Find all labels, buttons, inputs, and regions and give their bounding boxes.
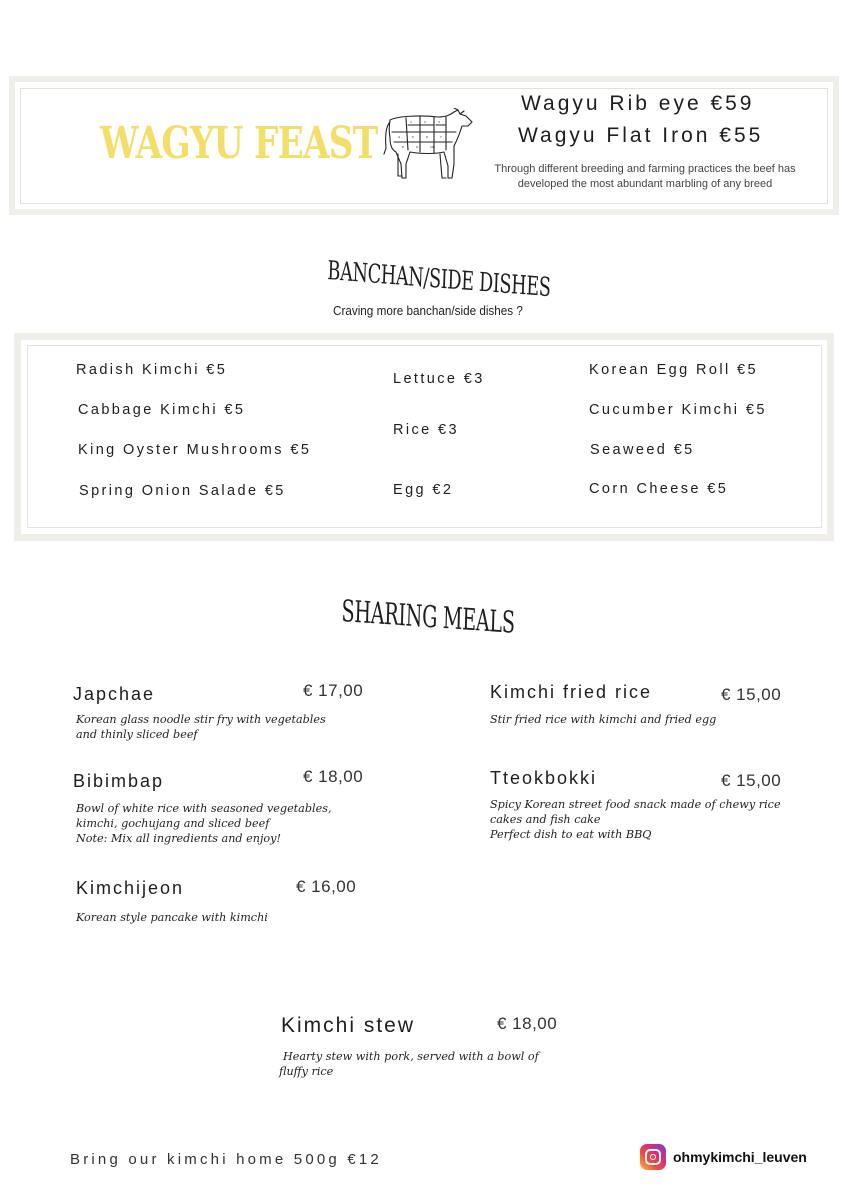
svg-text:2: 2 — [424, 120, 426, 124]
meal-price: € 17,00 — [303, 681, 364, 700]
cow-cuts-icon — [380, 108, 476, 182]
wagyu-description: Through different breeding and farming practices the beef has developed the most abundant marbling of any breed — [494, 163, 796, 190]
banchan-item: Cabbage Kimchi €5 — [78, 402, 246, 418]
meal-name: Tteokbokki — [490, 768, 598, 788]
meal-price: € 18,00 — [303, 767, 364, 786]
svg-text:4: 4 — [398, 135, 400, 139]
meal-name: Kimchijeon — [76, 878, 185, 898]
meal-price: € 15,00 — [721, 771, 782, 790]
svg-text:6: 6 — [426, 135, 428, 139]
sharing-meals-section-title: SHARING MEALS — [341, 594, 516, 641]
banchan-item: Seaweed €5 — [590, 442, 695, 458]
wagyu-feast-title: WAGYU FEAST — [100, 118, 378, 169]
svg-text:8: 8 — [402, 145, 404, 149]
banchan-item: Lettuce €3 — [393, 371, 485, 387]
wagyu-rib-eye-price: Wagyu Rib eye €59 — [521, 92, 755, 115]
meal-name: Bibimbap — [73, 771, 165, 791]
meal-description: Bowl of white rice with seasoned vegetables, kimchi, gochujang and sliced beef Note: Mix all ingredients and enjoy! — [76, 802, 332, 845]
svg-text:3: 3 — [438, 120, 440, 124]
banchan-item: Rice €3 — [393, 422, 459, 438]
meal-description: Korean style pancake with kimchi — [76, 911, 268, 924]
instagram-handle[interactable]: ohmykimchi_leuven — [673, 1149, 807, 1165]
meal-price: € 18,00 — [497, 1014, 558, 1033]
svg-text:1: 1 — [410, 120, 412, 124]
meal-description: Korean glass noodle stir fry with vegetables and thinly sliced beef — [76, 713, 326, 741]
meal-description: Hearty stew with pork, served with a bowl of fluffy rice — [279, 1050, 539, 1078]
svg-text:10: 10 — [430, 145, 434, 149]
meal-description: Spicy Korean street food snack made of chewy rice cakes and fish cake Perfect dish to eat with BBQ — [490, 798, 781, 841]
svg-text:5: 5 — [412, 135, 414, 139]
banchan-item: Cucumber Kimchi €5 — [589, 402, 767, 418]
svg-text:9: 9 — [416, 145, 418, 149]
banchan-item: Radish Kimchi €5 — [76, 362, 228, 378]
banchan-item: Korean Egg Roll €5 — [589, 362, 758, 378]
banchan-item: Spring Onion Salade €5 — [79, 483, 286, 499]
banchan-item: King Oyster Mushrooms €5 — [78, 442, 312, 458]
meal-name: Kimchi fried rice — [490, 682, 653, 702]
take-home-kimchi-offer: Bring our kimchi home 500g €12 — [70, 1151, 382, 1168]
meal-description: Stir fried rice with kimchi and fried egg — [490, 713, 717, 726]
banchan-item: Corn Cheese €5 — [589, 481, 729, 497]
banchan-section-title: BANCHAN/SIDE DISHES — [326, 256, 552, 304]
banchan-item: Egg €2 — [393, 482, 454, 498]
instagram-icon[interactable] — [640, 1144, 666, 1170]
svg-text:7: 7 — [440, 135, 442, 139]
meal-price: € 16,00 — [296, 877, 357, 896]
meal-price: € 15,00 — [721, 685, 782, 704]
banchan-subtitle: Craving more banchan/side dishes ? — [333, 303, 523, 318]
meal-name: Kimchi stew — [281, 1014, 416, 1037]
meal-name: Japchae — [73, 684, 156, 704]
wagyu-flat-iron-price: Wagyu Flat Iron €55 — [518, 124, 764, 147]
